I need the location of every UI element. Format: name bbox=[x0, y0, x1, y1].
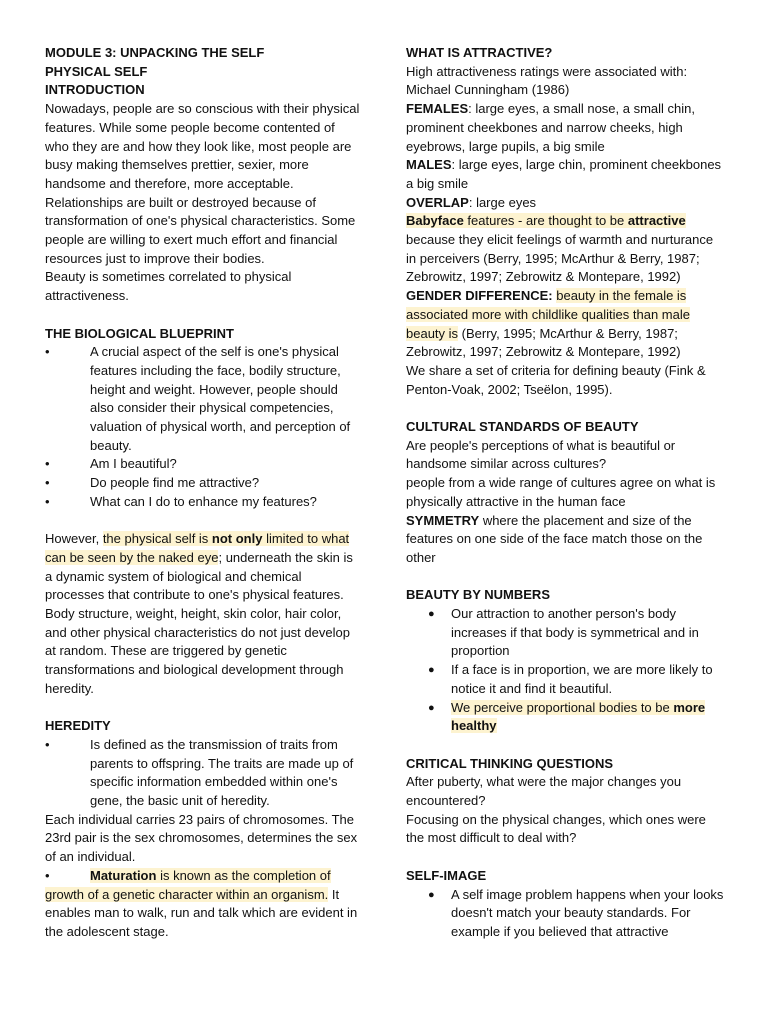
overlap-paragraph bbox=[406, 194, 726, 213]
text-run: features - are thought to be bbox=[463, 213, 628, 229]
highlight-run bbox=[406, 213, 686, 228]
text-run: because they elicit feelings of warmth and nurturance in perceivers (Berry, 1995; McArthur & Berry, 1987; Zebrowitz, 1997; Zebrowitz & Montepare, 1992) bbox=[406, 232, 714, 285]
bold-run: more healthy bbox=[451, 699, 706, 734]
text-run: : large eyes, a small nose, a small chin, prominent cheekbones and narrow cheeks, high eyebrows, large pupils, a big smile bbox=[406, 101, 696, 154]
highlight-run bbox=[451, 700, 705, 734]
question-item bbox=[45, 455, 360, 474]
list-item: ● If a face is in proportion, we are more likely to notice it and find it beautiful. bbox=[428, 661, 726, 698]
text-run: It enables man to walk, run and talk which are evident in the adolescent stage. bbox=[45, 886, 358, 939]
bold-run: Maturation bbox=[90, 867, 157, 883]
question-item bbox=[45, 493, 360, 512]
question-text: What can I do to enhance my features? bbox=[90, 493, 317, 509]
heredity-bullet bbox=[45, 736, 360, 811]
maturation-paragraph bbox=[45, 867, 360, 942]
bullet-marker: • bbox=[45, 475, 50, 491]
chromosomes-paragraph: Each individual carries 23 pairs of chromosomes. The 23rd pair is the sex chromosomes, determines the sex of an individual. bbox=[45, 811, 358, 865]
females-paragraph bbox=[406, 100, 726, 156]
criteria-paragraph: We share a set of criteria for defining beauty (Fink & Penton-Voak, 2002; Tseëlon, 1995). bbox=[406, 362, 706, 397]
symmetry-paragraph bbox=[406, 512, 726, 568]
physical-self-paragraph bbox=[45, 530, 360, 698]
cultural-paragraph-2: people from a wide range of cultures agree on what is physically attractive in the human face bbox=[406, 475, 716, 509]
critical-question-2: Focusing on the physical changes, which ones were the most difficult to deal with? bbox=[406, 811, 706, 846]
babyface-paragraph bbox=[406, 212, 726, 287]
cultural-paragraph-1: Are people's perceptions of what is beautiful or handsome similar across cultures? bbox=[406, 437, 676, 472]
text-run: is known as the completion of growth of a genetic character within an organism. bbox=[45, 867, 331, 902]
males-paragraph bbox=[406, 156, 726, 193]
heredity-heading: HEREDITY bbox=[45, 718, 111, 734]
text-run: : large eyes, large chin, prominent cheekbones a big smile bbox=[406, 157, 722, 191]
biological-bullet bbox=[45, 343, 360, 455]
biological-bullet-text: A crucial aspect of the self is one's physical features including the face, bodily structure, height and weight. However, people should also consider their physical competencies, valuation of physical worth, and perception of beauty. bbox=[90, 344, 351, 453]
text-run: the physical self is bbox=[102, 531, 212, 547]
list-item: ● Our attraction to another person's body increases if that body is symmetrical and in proportion bbox=[428, 605, 726, 661]
text-run: However, bbox=[45, 531, 103, 547]
list-item: ● A self image problem happens when your looks doesn't match your beauty standards. For example if you believed that attractive bbox=[428, 886, 726, 942]
left-column bbox=[45, 44, 360, 942]
bold-run: FEMALES bbox=[406, 101, 469, 117]
intro-paragraph-1: Nowadays, people are so conscious with their physical features. While some people become contented of who they are and how they look like, most people are busy making themselves prettier, sexier, more handsome and therefore, more acceptable. bbox=[45, 101, 360, 191]
bold-run: OVERLAP bbox=[406, 194, 469, 210]
text-run: limited to what can be seen by the naked eye bbox=[45, 531, 350, 565]
introduction-heading: INTRODUCTION bbox=[45, 82, 145, 98]
bullet-marker: • bbox=[45, 493, 50, 509]
bold-run: SYMMETRY bbox=[406, 512, 480, 528]
bold-run: Babyface bbox=[406, 213, 464, 229]
bold-run: GENDER DIFFERENCE: bbox=[406, 288, 557, 304]
attractive-heading: WHAT IS ATTRACTIVE? bbox=[406, 45, 553, 60]
bold-run: MALES bbox=[406, 157, 452, 173]
text-run: where the placement and size of the features on one side of the face match those on the other bbox=[406, 512, 703, 565]
self-image-list bbox=[406, 886, 726, 942]
intro-paragraph-2: Relationships are built or destroyed because of transformation of one's physical characteristics. Some people are willing to exert much effort and financial resources just to improve their bodies. bbox=[45, 194, 356, 266]
beauty-by-numbers-heading: BEAUTY BY NUMBERS bbox=[406, 587, 550, 603]
right-column bbox=[406, 44, 726, 942]
self-image-heading: SELF-IMAGE bbox=[406, 867, 487, 883]
bold-run: not only bbox=[211, 531, 263, 547]
heredity-bullet-text: Is defined as the transmission of traits from parents to offspring. The traits are made up of specific information embedded within one's gene, the basic unit of heredity. bbox=[90, 736, 354, 809]
attractive-paragraph: High attractiveness ratings were associated with: Michael Cunningham (1986) bbox=[406, 63, 688, 98]
critical-thinking-heading: CRITICAL THINKING QUESTIONS bbox=[406, 755, 614, 771]
list-item bbox=[428, 699, 726, 736]
text-run: (Berry, 1995; McArthur & Berry, 1987; Zebrowitz, 1997; Zebrowitz & Montepare, 1992) bbox=[406, 325, 681, 360]
bullet-marker: • bbox=[45, 867, 50, 883]
cultural-standards-heading: CULTURAL STANDARDS OF BEAUTY bbox=[406, 419, 639, 435]
bold-run: attractive bbox=[627, 213, 686, 229]
physical-self-heading: PHYSICAL SELF bbox=[45, 63, 148, 79]
text-run: We perceive proportional bodies to be bbox=[451, 699, 674, 715]
bullet-marker: • bbox=[45, 456, 50, 472]
bullet-marker: • bbox=[45, 736, 50, 752]
text-run: : large eyes bbox=[468, 194, 537, 210]
question-text: Do people find me attractive? bbox=[90, 475, 260, 491]
intro-paragraph-3: Beauty is sometimes correlated to physical attractiveness. bbox=[45, 269, 292, 304]
biological-blueprint-heading: THE BIOLOGICAL BLUEPRINT bbox=[45, 325, 234, 341]
highlight-run: beauty in the female is associated more with childlike qualities than male beauty is bbox=[406, 288, 690, 341]
question-text: Am I beautiful? bbox=[90, 456, 177, 472]
text-run: ; underneath the skin is a dynamic system of biological and chemical processes that contribute to one's physical features. Body structure, weight, height, skin color, hair color, and other physical characteristics do not just develop at random. These are triggered by genetic transformations and biological development through heredity. bbox=[45, 549, 353, 696]
beauty-by-numbers-list bbox=[406, 605, 726, 736]
bullet-marker: • bbox=[45, 344, 50, 360]
module-title: MODULE 3: UNPACKING THE SELF bbox=[45, 45, 265, 60]
question-item bbox=[45, 474, 360, 493]
gender-difference-paragraph bbox=[406, 287, 726, 362]
critical-question-1: After puberty, what were the major changes you encountered? bbox=[406, 774, 682, 809]
